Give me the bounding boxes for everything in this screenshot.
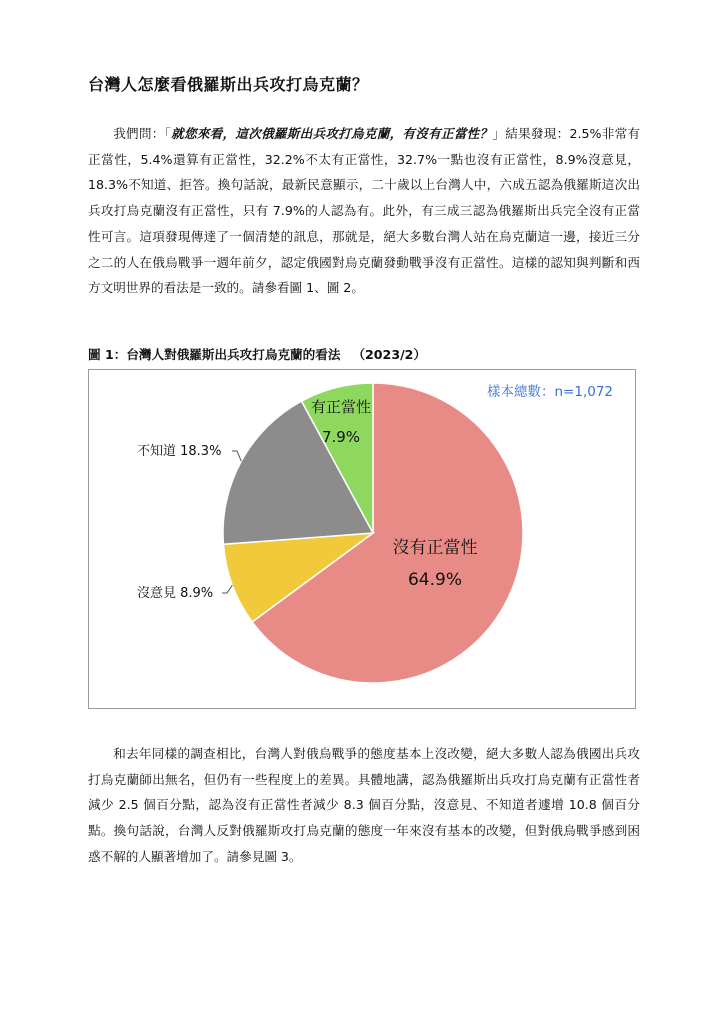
- pie-chart: [89, 370, 637, 710]
- intro-lead: 我們問：「: [113, 126, 172, 141]
- slice-label-3: 有正當性: [310, 398, 372, 416]
- pie-chart-frame: [88, 369, 636, 709]
- slice-label-0: 沒有正當性: [392, 538, 478, 558]
- slice-value-0: 64.9%: [407, 570, 463, 590]
- sample-size-note: 樣本總數：n=1,072: [486, 384, 613, 400]
- leader-line-1: [222, 585, 232, 593]
- slice-outside-label-2: 不知道 18.3%: [137, 444, 222, 459]
- leader-line-2: [232, 451, 241, 461]
- figure-caption: [88, 344, 426, 363]
- figure-caption-text: 圖 1：台灣人對俄羅斯出兵攻打烏克蘭的看法: [88, 347, 341, 362]
- comparison-paragraph: 和去年同樣的調查相比，台灣人對俄烏戰爭的態度基本上沒改變，絕大多數人認為俄國出兵攻打烏克蘭師出無名，但仍有一些程度上的差異。具體地講，認為俄羅斯出兵攻打烏克蘭有正當性者減少 2.5 個百分點，認為沒有正當性者減少 8.3 個百分點，沒意見、不知道者遽增 10.8 個百分點。換句話說，台灣人反對俄羅斯攻打烏克蘭的態度一年來沒有基本的改變，但對俄烏戰爭感到困惑不解的人顯著增加了。請參見圖 3。: [88, 746, 640, 864]
- intro-paragraph: [88, 121, 640, 301]
- slice-value-3: 7.9%: [321, 428, 361, 446]
- intro-rest: 」結果發現：2.5%非常有正當性，5.4%還算有正當性，32.2%不太有正當性，32.7%一點也沒有正當性，8.9%沒意見，18.3%不知道、拒答。換句話說，最新民意顯示，二十歲以上台灣人中，六成五認為俄羅斯這次出兵攻打烏克蘭沒有正當性，只有 7.9%的人認為有。此外，有三成三認為俄羅斯出兵完全沒有正當性可言。這項發現傳達了一個清楚的訊息，那就是，絕大多數台灣人站在烏克蘭這一邊，接近三分之二的人在俄烏戰爭一週年前夕，認定俄國對烏克蘭發動戰爭沒有正當性。這樣的認知與判斷和西方文明世界的看法是一致的。請參看圖 1、圖 2。: [88, 126, 641, 296]
- document-title: 台灣人怎麼看俄羅斯出兵攻打烏克蘭？: [88, 75, 369, 94]
- slice-outside-label-1: 沒意見 8.9%: [137, 586, 214, 601]
- figure-caption-year: （2023/2）: [352, 347, 427, 362]
- survey-question: 就您來看，這次俄羅斯出兵攻打烏克蘭，有沒有正當性？: [171, 126, 493, 141]
